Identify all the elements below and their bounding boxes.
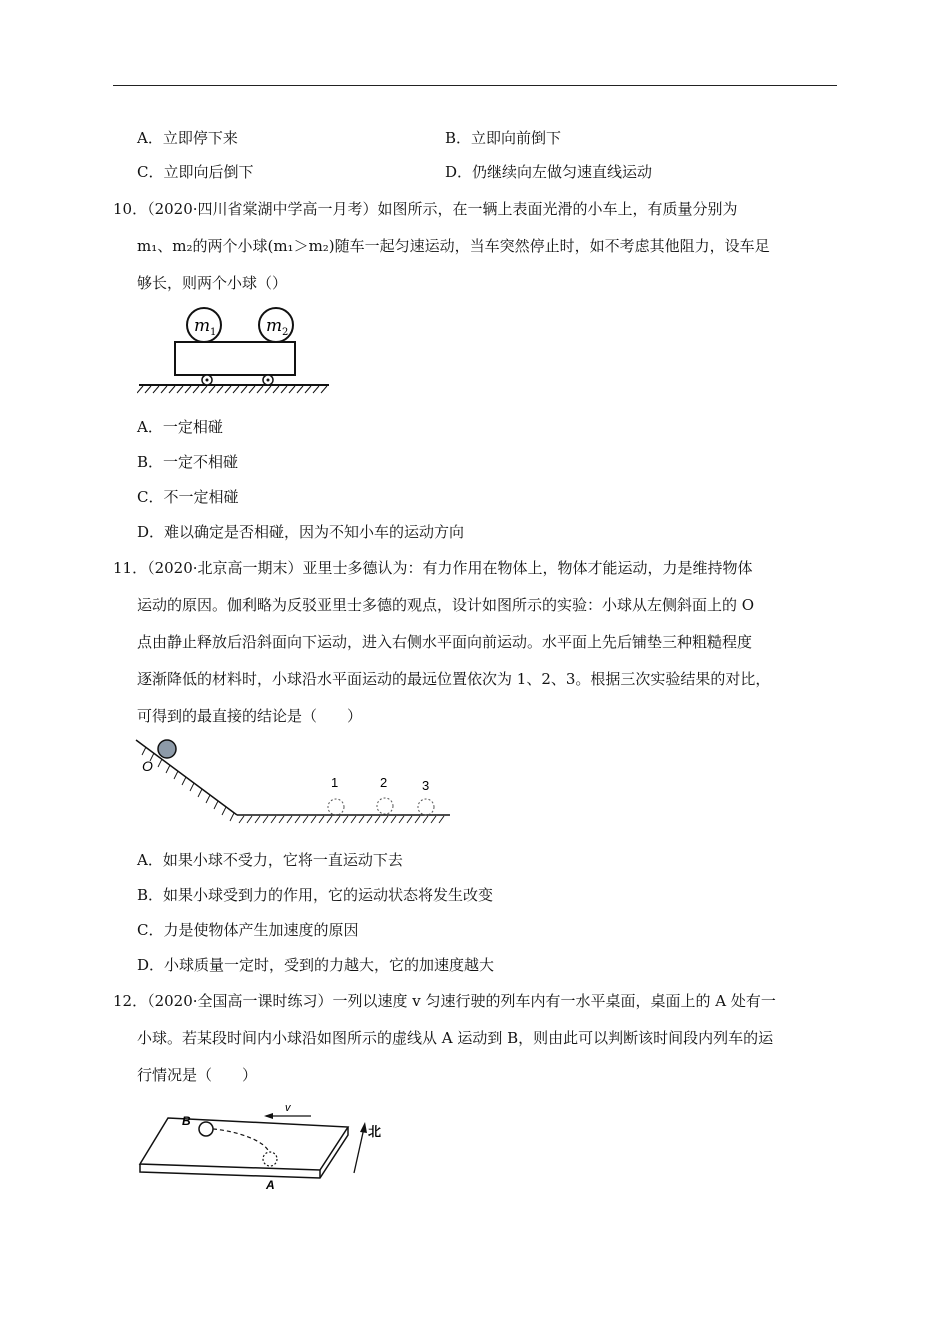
q11-option-b[interactable]: B．如果小球受到力的作用，它的运动状态将发生改变 [137, 886, 494, 904]
q10-stem-line-2: m₁、m₂的两个小球(m₁＞m₂)随车一起匀速运动，当车突然停止时，如不考虑其他阻力，设车足 [137, 237, 770, 255]
m1-subscript: 1 [210, 327, 217, 338]
q11-incline-figure [134, 735, 454, 830]
q9-option-d[interactable]: D．仍继续向左做匀速直线运动 [445, 163, 653, 181]
position-2-label: 2 [380, 775, 388, 790]
velocity-label: v [285, 1102, 291, 1114]
position-1-label: 1 [331, 775, 339, 790]
north-label: 北 [368, 1125, 382, 1140]
q10-option-c[interactable]: C．不一定相碰 [137, 488, 239, 506]
q9-option-c[interactable]: C．立即向后倒下 [137, 163, 254, 181]
q11-stem-line-5: 可得到的最直接的结论是（ ） [137, 707, 363, 725]
header-rule [113, 85, 837, 86]
q11-option-c[interactable]: C．力是使物体产生加速度的原因 [137, 921, 359, 939]
q11-stem-line-3: 点由静止释放后沿斜面向下运动，进入右侧水平面向前运动。水平面上先后铺垫三种粗糙程度 [137, 633, 753, 651]
q11-stem-line-4: 逐渐降低的材料时，小球沿水平面运动的最远位置依次为 1、2、3。根据三次实验结果的对比， [137, 670, 771, 688]
m1-label: m [194, 316, 211, 336]
q11-stem-line-1: 11．（2020·北京高一期末）亚里士多德认为：有力作用在物体上，物体才能运动，力是维持物体 [113, 559, 753, 577]
q12-stem-line-1: 12．（2020·全国高一课时练习）一列以速度 v 匀速行驶的列车内有一水平桌面，桌面上的 A 处有一 [113, 992, 776, 1010]
q10-cart-figure [137, 302, 337, 397]
q11-option-d[interactable]: D．小球质量一定时，受到的力越大，它的加速度越大 [137, 956, 495, 974]
q10-stem-line-1: 10．（2020·四川省棠湖中学高一月考）如图所示，在一辆上表面光滑的小车上，有质量分别为 [113, 200, 738, 218]
point-a-label: A [266, 1178, 275, 1192]
point-b-label: B [182, 1114, 191, 1128]
q11-stem-line-2: 运动的原因。伽利略为反驳亚里士多德的观点，设计如图所示的实验：小球从左侧斜面上的 O [137, 596, 755, 614]
q9-option-a[interactable]: A．立即停下来 [137, 129, 238, 147]
q11-option-a[interactable]: A．如果小球不受力，它将一直运动下去 [137, 851, 403, 869]
q9-option-b[interactable]: B．立即向前倒下 [445, 129, 562, 147]
q10-option-b[interactable]: B．一定不相碰 [137, 453, 239, 471]
q12-stem-line-2: 小球。若某段时间内小球沿如图所示的虚线从 A 运动到 B，则由此可以判断该时间段内列车的运 [137, 1029, 774, 1047]
point-o-label: O [142, 758, 153, 774]
q10-option-a[interactable]: A．一定相碰 [137, 418, 223, 436]
q12-stem-line-3: 行情况是（ ） [137, 1066, 258, 1084]
position-3-label: 3 [422, 778, 430, 793]
q10-option-d[interactable]: D．难以确定是否相碰，因为不知小车的运动方向 [137, 523, 465, 541]
m2-label: m [266, 316, 283, 336]
q10-stem-line-3: 够长，则两个小球（） [137, 274, 288, 292]
m2-subscript: 2 [282, 327, 289, 338]
q12-table-figure [136, 1098, 396, 1193]
